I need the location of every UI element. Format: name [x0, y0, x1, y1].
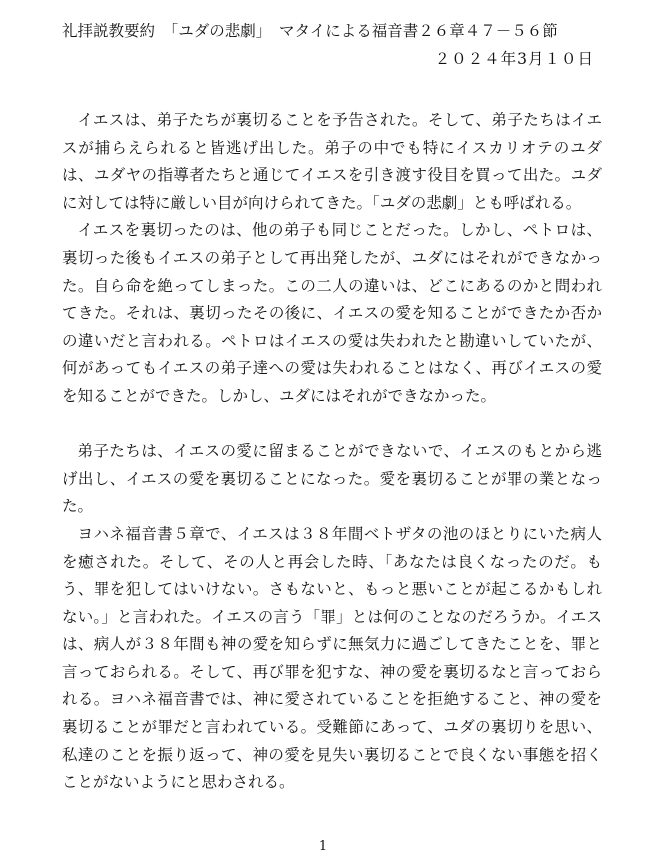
- sermon-date: ２０２４年3月１０日: [434, 50, 594, 68]
- paragraph: ヨハネ福音書５章で、イエスは３８年間ベトザタの池のほとりにいた病人を癒された。そして、その人と再会した時、「あなたは良くなったのだ。もう、罪を犯してはいけない。さもないと、もっと悪いことが起こるかもしれない。」と言われた。イエスの言う「罪」とは何のことなのだろうか。イエスは、病人が３８年間も神の愛を知らずに無気力に過ごしてきたことを、罪と言っておられる。そして、再び罪を犯すな、神の愛を裏切るなと言っておられる。ヨハネ福音書では、神に愛されていることを拒絶すること、神の愛を裏切ることが罪だと言われている。受難節にあって、ユダの裏切りを思い、私達のことを振り返って、神の愛を見失い裏切ることで良くない事態を招くことがないようにと思わされる。: [62, 524, 602, 792]
- page-number: 1: [318, 839, 328, 854]
- sermon-body: [62, 107, 602, 797]
- sermon-title-line: 礼拝説教要約 「ユダの悲劇」 マタイによる福音書２６章４７－５６節: [62, 22, 558, 40]
- paragraph: イエスを裏切ったのは、他の弟子も同じことだった。しかし、ペトロは、裏切った後もイエスの弟子として再出発したが、ユダにはそれができなかった。自ら命を絶ってしまった。この二人の違いは、どこにあるのかと問われてきた。それは、裏切ったその後に、イエスの愛を知ることができたか否かの違いだと言われる。ペトロはイエスの愛は失われたと勘違いしていたが、何があってもイエスの弟子達への愛は失われることはなく、再びイエスの愛を知ることができた。しかし、ユダにはそれができなかった。: [62, 221, 602, 405]
- section-gap: [62, 411, 602, 439]
- paragraph: 弟子たちは、イエスの愛に留まることができないで、イエスのもとから逃げ出し、イエスの愛を裏切ることになった。愛を裏切ることが罪の業となった。: [62, 442, 602, 516]
- paragraph: イエスは、弟子たちが裏切ることを予告された。そして、弟子たちはイエスが捕らえられると皆逃げ出した。弟子の中でも特にイスカリオテのユダは、ユダヤの指導者たちと通じてイエスを引き渡す役目を買って出た。ユダに対しては特に厳しい目が向けられてきた。「ユダの悲劇」とも呼ばれる。: [62, 111, 602, 212]
